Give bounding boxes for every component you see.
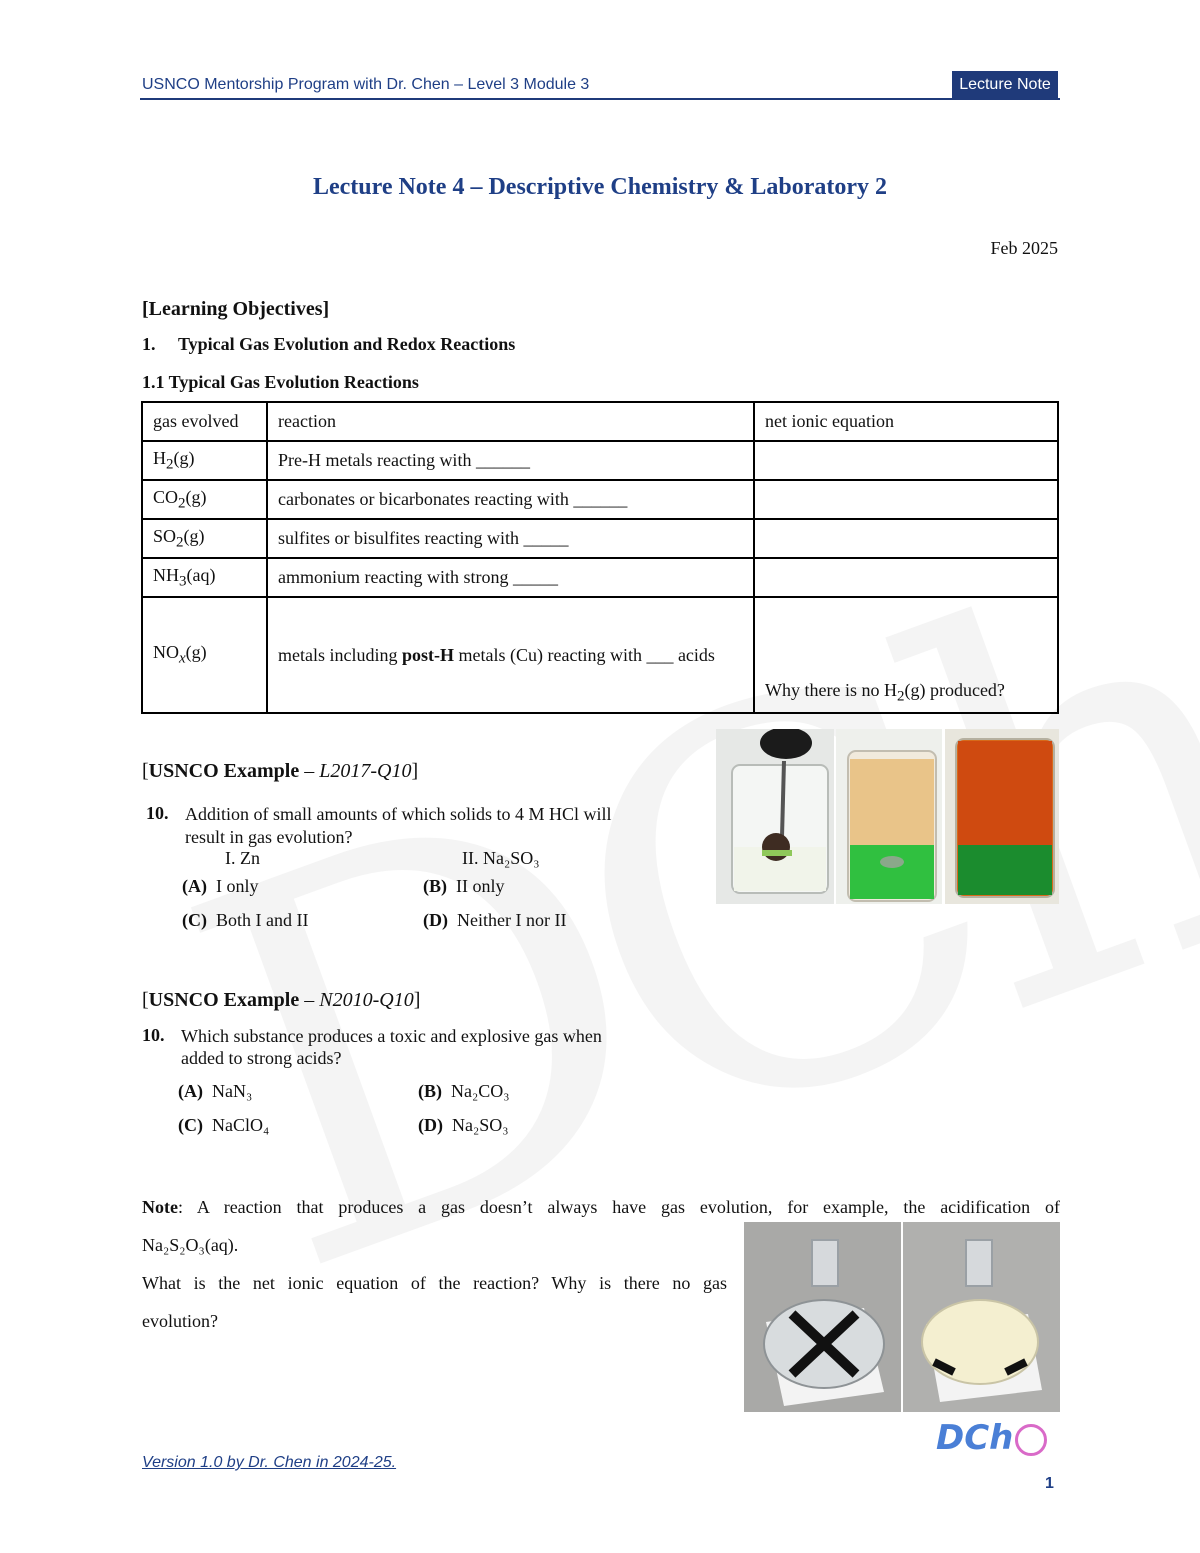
reaction-cell: carbonates or bicarbonates reacting with ______ [267, 480, 754, 519]
table-header-cell: gas evolved [142, 402, 267, 441]
statement-item: II. Na₂SO₃ [462, 848, 540, 868]
gas-cell: $CO_2(g)$ [142, 480, 267, 519]
statement-item: I. Zn [225, 848, 260, 868]
net-ionic-cell[interactable] [754, 558, 1058, 597]
dcho-logo: DCh [936, 1418, 1047, 1458]
answer-option[interactable]: (B) Na₂CO₃ [418, 1081, 510, 1101]
table-header-row [142, 402, 1058, 441]
objectives-heading: [Learning Objectives] [142, 298, 330, 320]
net-ionic-cell[interactable]: Why there is no $H_2(g)$ produced? [754, 597, 1058, 713]
net-ionic-cell[interactable] [754, 441, 1058, 480]
table-row [142, 519, 1058, 558]
note-paragraph: Note: A reaction that produces a gas doesn’t always have gas evolution, for example, the acidification of [142, 1197, 1060, 1217]
gas-evolution-table [141, 401, 1059, 714]
header-rule [140, 98, 1060, 100]
beaker-reaction-photo [716, 729, 1059, 904]
table-header-cell: net ionic equation [754, 402, 1058, 441]
example-heading: [USNCO Example – L2017-Q10] [142, 760, 419, 782]
gas-cell: $SO_2(g)$ [142, 519, 267, 558]
note-formula: Na₂S₂O₃(aq). [142, 1235, 239, 1255]
running-header-title: USNCO Mentorship Program with Dr. Chen – Level 3 Module 3 [142, 76, 590, 93]
answer-option[interactable]: (D) Neither I nor II [423, 910, 567, 930]
example-heading: [USNCO Example – N2010-Q10] [142, 989, 421, 1011]
version-footer[interactable]: Version 1.0 by Dr. Chen in 2024-25. [142, 1454, 397, 1471]
table-header-cell: reaction [267, 402, 754, 441]
answer-option[interactable]: (C) Both I and II [182, 910, 309, 930]
reaction-cell: sulfites or bisulfites reacting with _____ [267, 519, 754, 558]
gas-cell: $H_2(g)$ [142, 441, 267, 480]
answer-option[interactable]: (A) I only [182, 876, 259, 896]
page-title: Lecture Note 4 – Descriptive Chemistry & Laboratory 2 [312, 174, 888, 200]
reaction-cell: metals including post-H metals (Cu) reacting with ___ acids [267, 597, 754, 713]
reaction-cell: Pre-H metals reacting with ______ [267, 441, 754, 480]
page-number: 1 [1045, 1475, 1054, 1492]
answer-option[interactable]: (C) NaClO₄ [178, 1115, 270, 1135]
table-row [142, 480, 1058, 519]
answer-option[interactable]: (D) Na₂SO₃ [418, 1115, 509, 1135]
logo-circle-icon [1015, 1424, 1047, 1456]
net-ionic-cell[interactable] [754, 480, 1058, 519]
note-question: What is the net ionic equation of the reaction? Why is there no gas [142, 1273, 727, 1293]
flask-reaction-photo [744, 1222, 1060, 1412]
reaction-cell: ammonium reacting with strong _____ [267, 558, 754, 597]
gas-cell: $NH_3(aq)$ [142, 558, 267, 597]
section-heading [142, 334, 515, 355]
running-header-badge: Lecture Note [952, 71, 1058, 99]
table-row [142, 441, 1058, 480]
subsection-heading: 1.1 Typical Gas Evolution Reactions [142, 372, 419, 392]
section-title: Typical Gas Evolution and Redox Reactions [178, 334, 516, 354]
answer-option[interactable]: (B) II only [423, 876, 505, 896]
table-row [142, 558, 1058, 597]
section-number: 1. [142, 334, 156, 354]
gas-cell: $NO_x(g)$ [142, 597, 267, 713]
note-question-end: evolution? [142, 1311, 218, 1331]
document-date: Feb 2025 [990, 238, 1058, 258]
table-row [142, 597, 1058, 713]
net-ionic-cell[interactable] [754, 519, 1058, 558]
answer-option[interactable]: (A) NaN₃ [178, 1081, 253, 1101]
